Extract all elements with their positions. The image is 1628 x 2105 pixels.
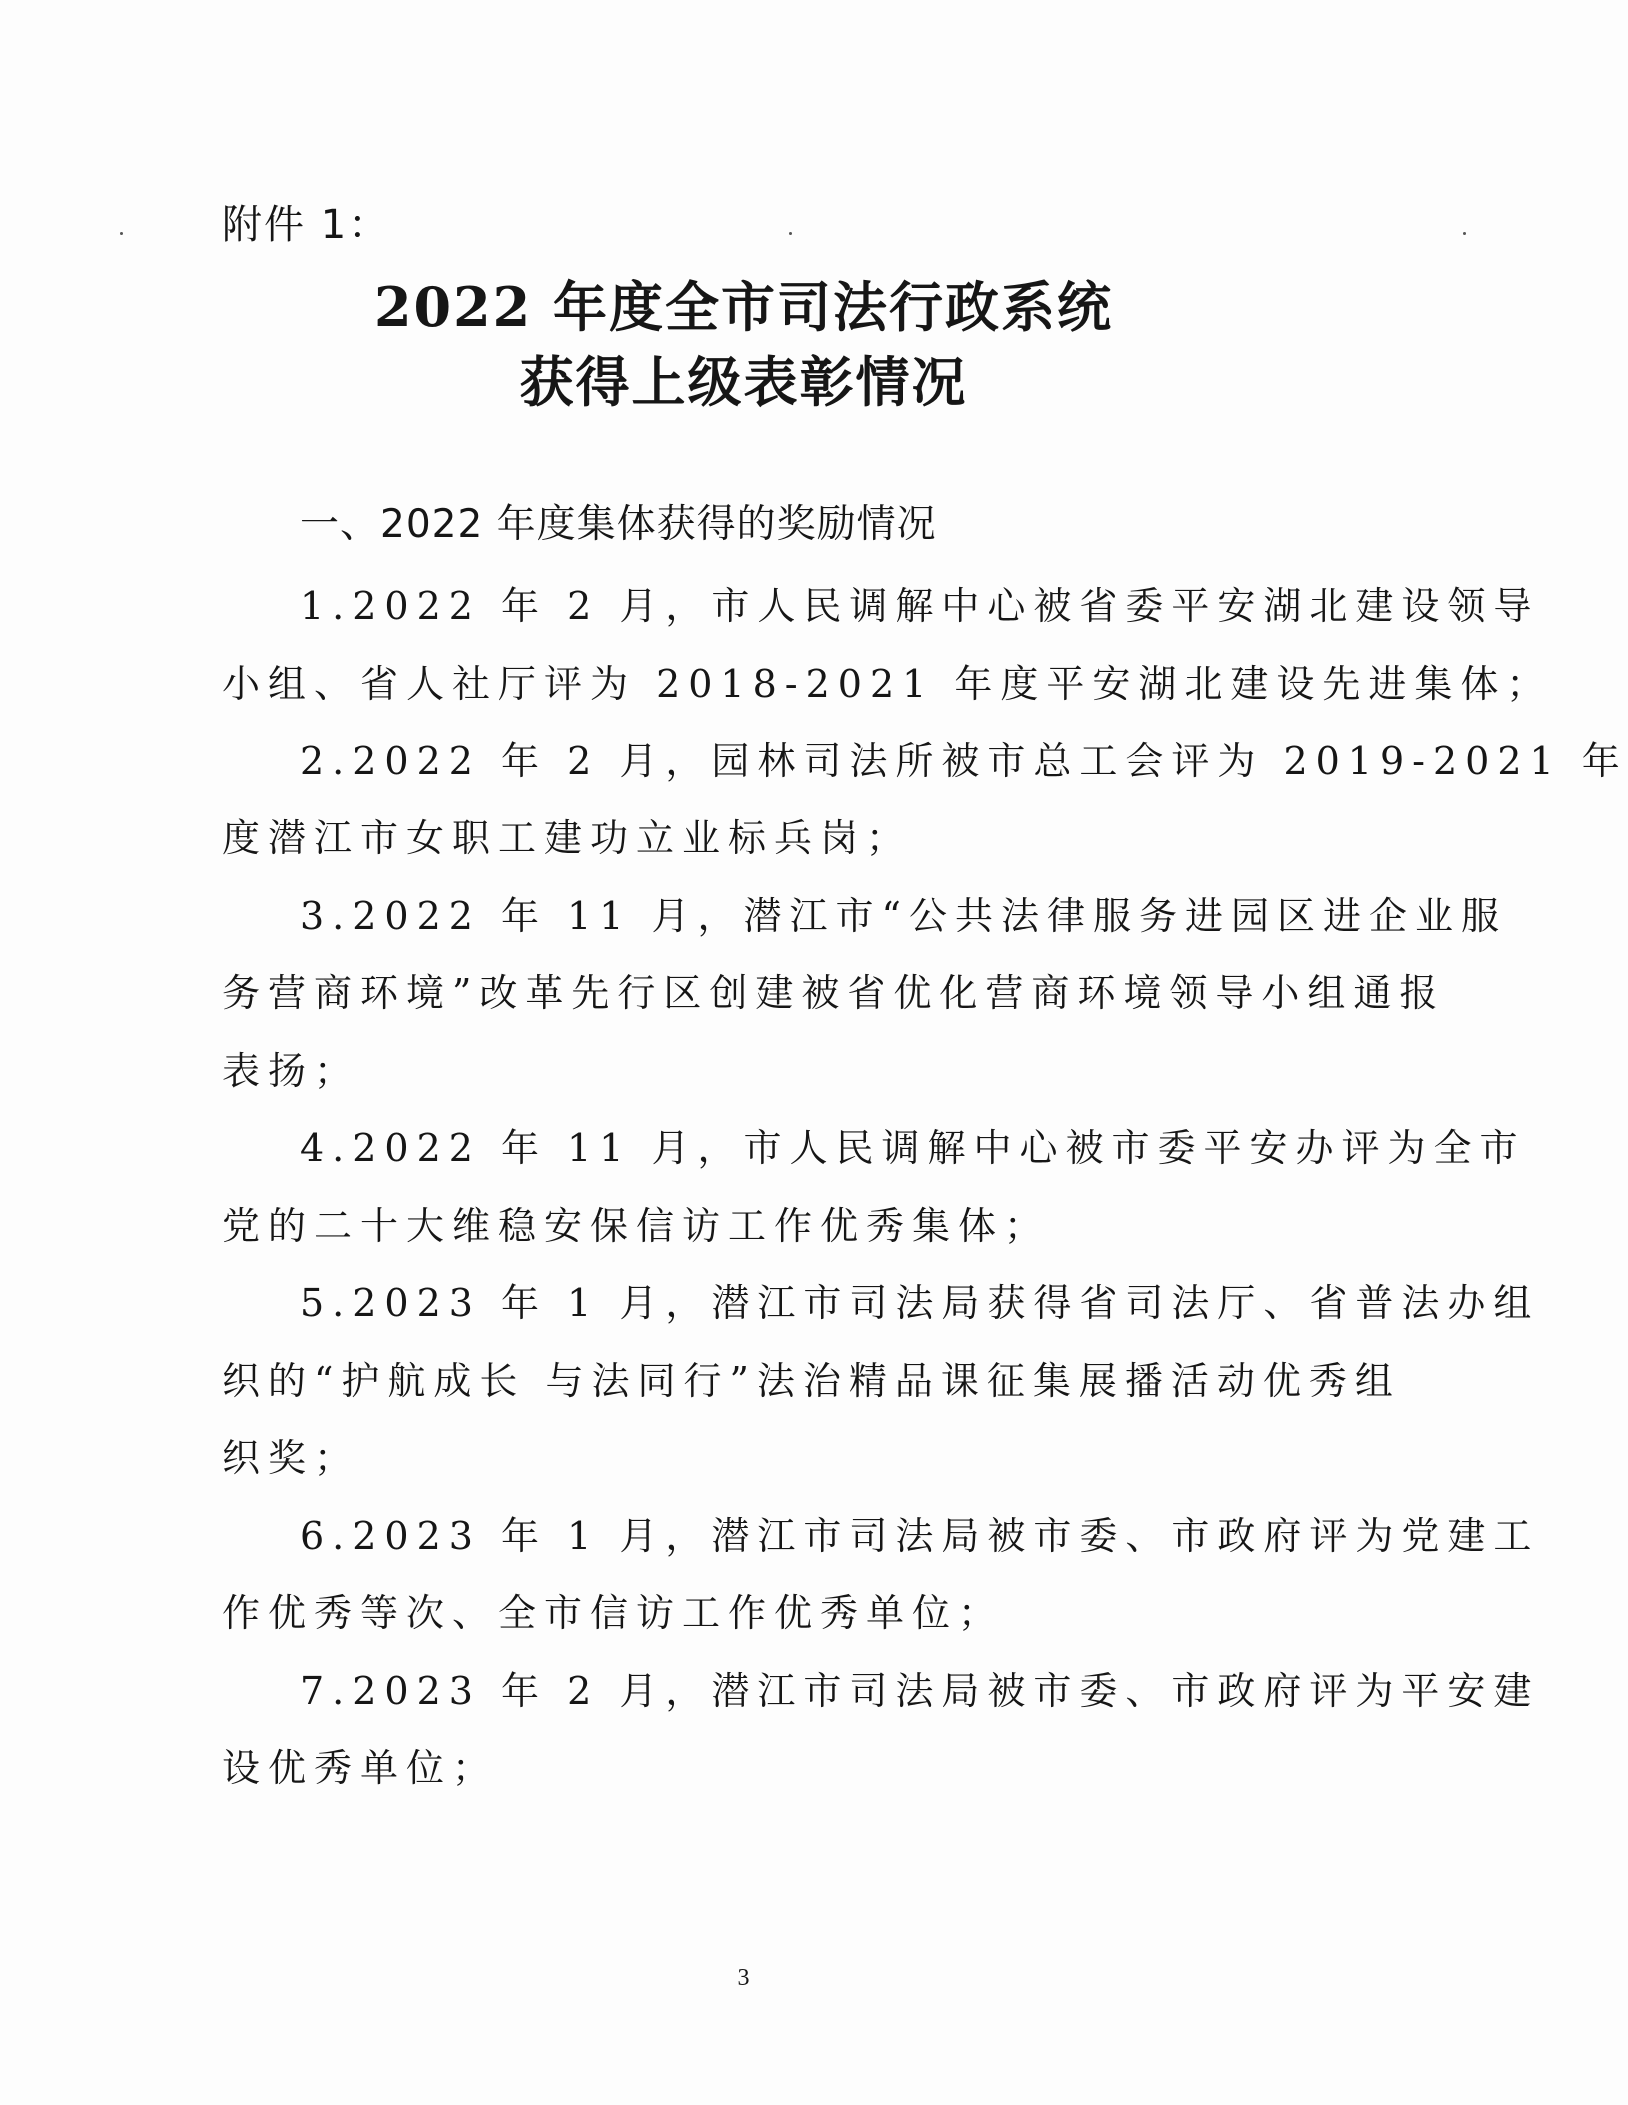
scan-speck — [789, 232, 792, 235]
paragraph-line: 务营商环境”改革先行区创建被省优化营商环境领导小组通报 — [222, 971, 1446, 1015]
paragraph-line: 作优秀等次、全市信访工作优秀单位； — [222, 1591, 1005, 1635]
attachment-label: 附件 1： — [222, 202, 391, 248]
scan-speck — [120, 232, 123, 235]
paragraph-line: 2.2022 年 2 月，园林司法所被市总工会评为 2019-2021 年 — [300, 739, 1628, 783]
paragraph-line: 5.2023 年 1 月，潜江市司法局获得省司法厅、省普法办组 — [300, 1281, 1540, 1325]
paragraph-line: 表扬； — [222, 1049, 361, 1093]
paragraph-line: 小组、省人社厅评为 2018-2021 年度平安湖北建设先进集体； — [222, 662, 1553, 706]
paragraph-line: 1.2022 年 2 月，市人民调解中心被省委平安湖北建设领导 — [300, 584, 1540, 628]
paragraph-line: 度潜江市女职工建功立业标兵岗； — [222, 816, 913, 860]
paragraph-line: 党的二十大维稳安保信访工作优秀集体； — [222, 1204, 1051, 1248]
document-title-line-2: 获得上级表彰情况 — [519, 350, 968, 414]
paragraph-line: 7.2023 年 2 月，潜江市司法局被市委、市政府评为平安建 — [300, 1669, 1540, 1713]
document-title-line-1: 2022 年度全市司法行政系统 — [373, 275, 1114, 339]
page-number: 3 — [737, 1965, 750, 1991]
paragraph-line: 设优秀单位； — [222, 1746, 499, 1790]
section-heading: 一、2022 年度集体获得的奖励情况 — [300, 502, 937, 547]
paragraph-line: 4.2022 年 11 月，市人民调解中心被市委平安办评为全市 — [300, 1126, 1526, 1170]
paragraph-line: 织奖； — [222, 1436, 361, 1480]
paragraph-line: 3.2022 年 11 月，潜江市“公共法律服务进园区进企业服 — [300, 894, 1507, 938]
scan-speck — [1463, 232, 1466, 235]
paragraph-line: 织的“护航成长 与法同行”法治精品课征集展播活动优秀组 — [222, 1359, 1401, 1403]
paragraph-line: 6.2023 年 1 月，潜江市司法局被市委、市政府评为党建工 — [300, 1514, 1540, 1558]
